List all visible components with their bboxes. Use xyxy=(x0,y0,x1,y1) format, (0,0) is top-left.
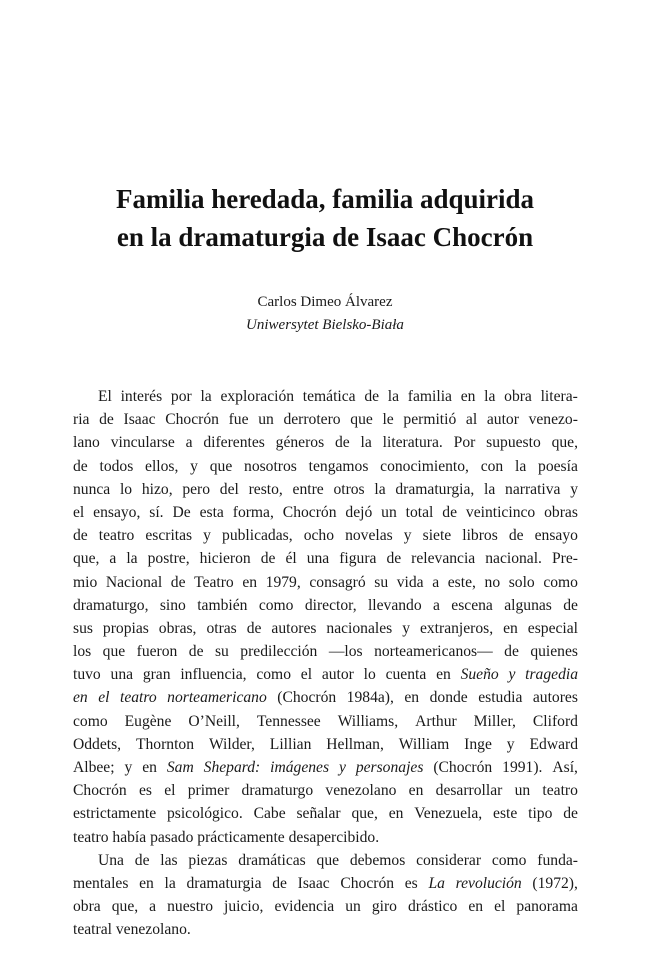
text-line: teatral venezolano. xyxy=(73,921,191,939)
text-line: Albee; y en Sam Shepard: imágenes y personajes (Chocrón 1991). Así, xyxy=(73,759,578,776)
text-line: Una de las piezas dramáticas que debemos considerar como funda- xyxy=(98,851,578,869)
text-line: nunca lo hizo, pero del resto, entre otros la dramaturgia, la narrativa y xyxy=(73,480,578,498)
text-line: El interés por la exploración temática de la familia en la obra litera- xyxy=(98,388,578,405)
text-line: mio Nacional de Teatro en 1979, consagró su vida a este, no solo como xyxy=(73,573,578,591)
article-body xyxy=(73,385,578,942)
text-line: Oddets, Thornton Wilder, Lillian Hellman, William Inge y Edward xyxy=(73,735,578,753)
text-line: ria de Isaac Chocrón fue un derrotero que le permitió al autor venezo- xyxy=(73,411,578,429)
text-line: dramaturgo, sino también como director, llevando a escena algunas de xyxy=(73,596,578,614)
text-line: el ensayo, sí. De esta forma, Chocrón dejó un total de veinticinco obras xyxy=(73,503,578,521)
author-name: Carlos Dimeo Álvarez xyxy=(257,294,393,310)
article-title xyxy=(60,180,590,256)
text-line: estrictamente psicológico. Cabe señalar que, en Venezuela, este tipo de xyxy=(73,805,578,823)
text-line: como Eugène O’Neill, Tennessee Williams, Arthur Miller, Cliford xyxy=(73,712,578,730)
text-line: que, a la postre, hicieron de él una figura de relevancia nacional. Pre- xyxy=(73,550,578,568)
text-line: teatro había pasado prácticamente desapercibido. xyxy=(73,828,380,846)
text-line: mentales en la dramaturgia de Isaac Chocrón es La revolución (1972), xyxy=(73,874,578,892)
body-paragraph xyxy=(73,385,578,849)
title-line-2: en la dramaturgia de Isaac Chocrón xyxy=(116,222,534,252)
text-line: los que fueron de su predilección —los norteamericanos— de quienes xyxy=(73,643,578,661)
text-line: obra que, a nuestro juicio, evidencia un giro drástico en el panorama xyxy=(73,898,578,916)
text-line: lano vincularse a diferentes géneros de la literatura. Por supuesto que, xyxy=(73,434,578,452)
text-line: tuvo una gran influencia, como el autor lo cuenta en Sueño y tragedia xyxy=(73,666,578,684)
text-line: sus propias obras, otras de autores nacionales y extranjeros, en especial xyxy=(73,619,578,637)
body-paragraph xyxy=(73,849,578,942)
text-line: en el teatro norteamericano (Chocrón 1984a), en donde estudia autores xyxy=(73,689,578,707)
title-line-1: Familia heredada, familia adquirida xyxy=(115,184,535,214)
text-line: de teatro escritas y publicadas, ocho novelas y siete libros de ensayo xyxy=(73,527,578,545)
text-line: Chocrón es el primer dramaturgo venezolano en desarrollar un teatro xyxy=(73,782,578,800)
author-affiliation: Uniwersytet Bielsko-Biała xyxy=(246,317,404,333)
text-line: de todos ellos, y que nosotros tengamos conocimiento, con la poesía xyxy=(73,457,578,475)
author-byline xyxy=(60,291,590,337)
